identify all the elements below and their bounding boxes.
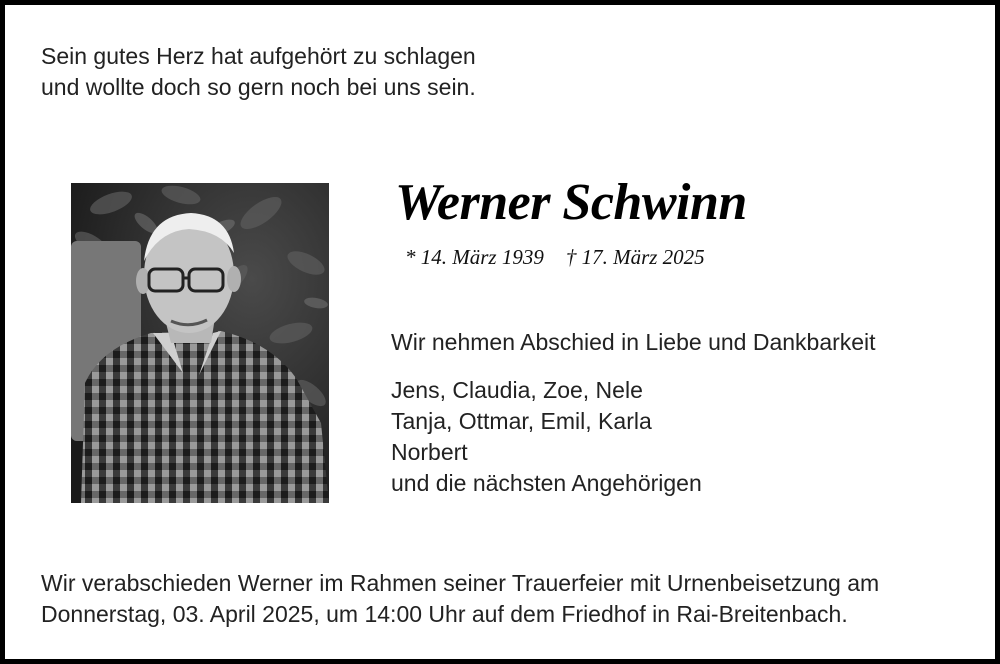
portrait-photo-image	[71, 183, 329, 503]
deceased-name: Werner Schwinn	[395, 174, 747, 231]
poem-line-2: und wollte doch so gern noch bei uns sein.	[41, 74, 476, 100]
life-dates	[405, 243, 705, 271]
family-line: Tanja, Ottmar, Emil, Karla	[391, 408, 652, 434]
birth-date: * 14. März 1939	[405, 245, 544, 269]
farewell-text: Wir nehmen Abschied in Liebe und Dankbarkeit	[391, 329, 876, 355]
portrait-photo	[71, 183, 329, 503]
poem-line-1: Sein gutes Herz hat aufgehört zu schlagen	[41, 43, 476, 69]
poem	[41, 41, 476, 103]
service-announcement	[41, 568, 879, 630]
family-line: Norbert	[391, 439, 468, 465]
service-line-1: Wir verabschieden Werner im Rahmen seiner Trauerfeier mit Urnenbeisetzung am	[41, 570, 880, 596]
family-line: Jens, Claudia, Zoe, Nele	[391, 377, 643, 403]
family-list	[391, 375, 702, 499]
death-date: † 17. März 2025	[565, 245, 705, 269]
service-line-2: Donnerstag, 03. April 2025, um 14:00 Uhr auf dem Friedhof in Rai-Breitenbach.	[41, 601, 848, 627]
family-line: und die nächsten Angehörigen	[391, 470, 702, 496]
